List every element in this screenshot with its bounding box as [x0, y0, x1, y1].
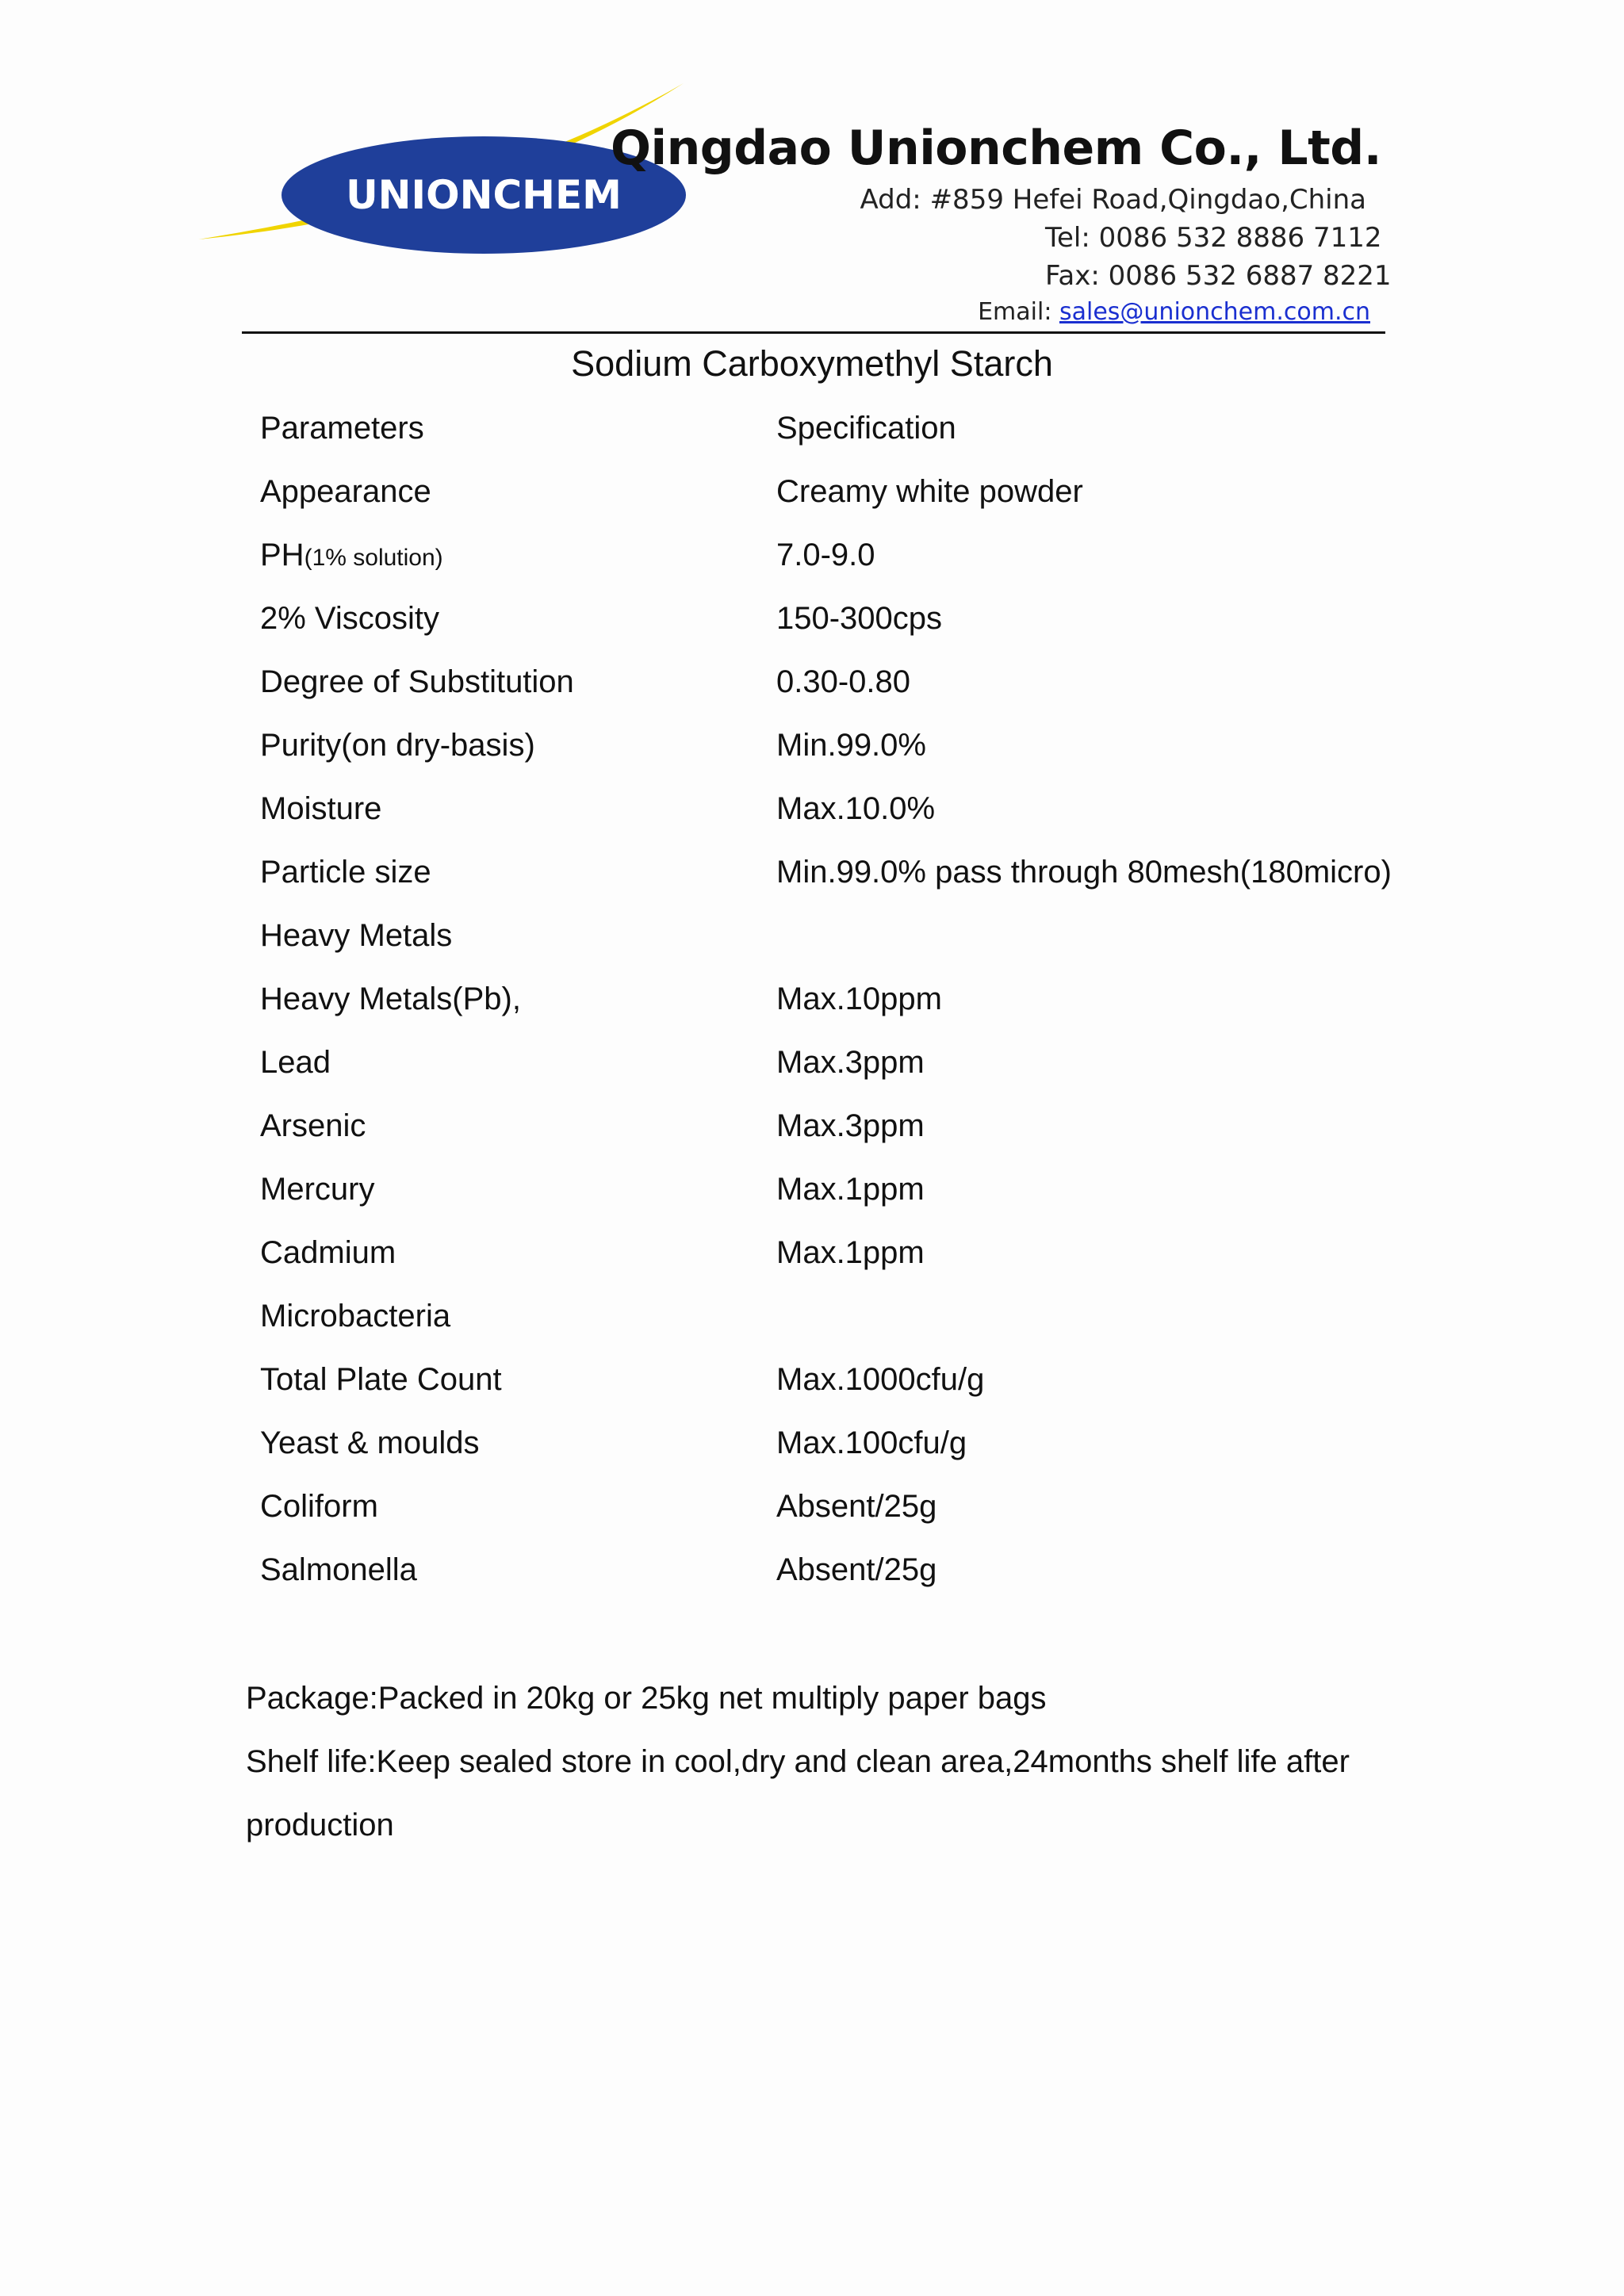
specification-value: Absent/25g [776, 1552, 937, 1587]
table-header-row [260, 396, 1392, 460]
table-row [260, 523, 1392, 587]
table-row [260, 650, 1392, 714]
parameter-name: PH [260, 537, 304, 572]
specification-table [260, 396, 1392, 1601]
parameter-cell [260, 1284, 776, 1348]
company-address: Add: #859 Hefei Road,Qingdao,China [860, 184, 1366, 216]
parameter-name: Microbacteria [260, 1298, 451, 1334]
parameter-cell [260, 1538, 776, 1601]
document-title: Sodium Carboxymethyl Starch [571, 343, 1053, 384]
parameter-cell [260, 460, 776, 523]
table-row [260, 1158, 1392, 1221]
parameter-cell [260, 1348, 776, 1411]
parameter-cell [260, 714, 776, 777]
parameter-name: Purity(on dry-basis) [260, 727, 535, 763]
table-row [260, 1031, 1392, 1094]
parameter-name: Cadmium [260, 1234, 396, 1270]
parameter-note: (1% solution) [304, 544, 443, 571]
notes [246, 1667, 1404, 1857]
parameter-cell [260, 1475, 776, 1538]
parameter-cell [260, 840, 776, 904]
parameter-cell [260, 1411, 776, 1475]
specification-value: Max.3ppm [776, 1108, 925, 1143]
specification-value: 150-300cps [776, 600, 943, 636]
parameter-name: Arsenic [260, 1108, 366, 1143]
table-row [260, 714, 1392, 777]
parameter-name: 2% Viscosity [260, 600, 440, 636]
table-row [260, 1475, 1392, 1538]
specification-value: Creamy white powder [776, 473, 1083, 509]
company-fax: Fax: 0086 532 6887 8221 [1045, 260, 1392, 292]
parameter-name: Mercury [260, 1171, 375, 1207]
specification-value: Max.1000cfu/g [776, 1361, 985, 1397]
logo-text: UNIONCHEM [346, 172, 622, 218]
table-row [260, 587, 1392, 650]
parameter-name: Heavy Metals [260, 917, 453, 953]
parameter-cell [260, 1094, 776, 1158]
table-row [260, 1348, 1392, 1411]
parameter-name: Coliform [260, 1488, 378, 1524]
header-divider [242, 331, 1385, 334]
specification-value: 0.30-0.80 [776, 664, 911, 699]
specification-value: Absent/25g [776, 1488, 937, 1524]
parameter-cell [260, 650, 776, 714]
parameter-name: Heavy Metals(Pb), [260, 981, 521, 1016]
table-row [260, 904, 1392, 967]
shelf-life-note: Shelf life:Keep sealed store in cool,dry and clean area,24months shelf life after production [246, 1744, 1350, 1843]
header-specification: Specification [776, 410, 956, 446]
table-row [260, 1411, 1392, 1475]
company-email [978, 298, 1370, 326]
parameter-cell [260, 904, 776, 967]
table-row [260, 840, 1392, 904]
parameter-name: Appearance [260, 473, 431, 509]
table-row [260, 1284, 1392, 1348]
specification-value [776, 1284, 1392, 1348]
table-row [260, 777, 1392, 840]
parameter-cell [260, 777, 776, 840]
table-row [260, 1538, 1392, 1601]
table-row [260, 967, 1392, 1031]
email-link[interactable]: sales@unionchem.com.cn [1059, 298, 1370, 326]
parameter-cell [260, 523, 776, 587]
specification-value: Min.99.0% pass through 80mesh(180micro) [776, 854, 1392, 890]
specification-value [776, 904, 1392, 967]
header-parameters: Parameters [260, 410, 424, 446]
parameter-cell [260, 1031, 776, 1094]
parameter-name: Moisture [260, 790, 382, 826]
specification-value: Max.1ppm [776, 1234, 925, 1270]
specification-value: Max.3ppm [776, 1044, 925, 1080]
email-label: Email: [978, 298, 1059, 326]
table-row [260, 460, 1392, 523]
parameter-name: Salmonella [260, 1552, 417, 1587]
parameter-name: Degree of Substitution [260, 664, 574, 699]
parameter-cell [260, 587, 776, 650]
parameter-name: Total Plate Count [260, 1361, 502, 1397]
specification-value: Min.99.0% [776, 727, 926, 763]
specification-value: Max.1ppm [776, 1171, 925, 1207]
table-row [260, 1094, 1392, 1158]
table-row [260, 1221, 1392, 1284]
company-tel: Tel: 0086 532 8886 7112 [1045, 222, 1382, 254]
parameter-cell [260, 1158, 776, 1221]
parameter-name: Particle size [260, 854, 431, 890]
specification-value: Max.10ppm [776, 981, 942, 1016]
parameter-cell [260, 967, 776, 1031]
parameter-name: Yeast & moulds [260, 1425, 480, 1460]
parameter-cell [260, 1221, 776, 1284]
package-note: Package:Packed in 20kg or 25kg net multiply paper bags [246, 1681, 1047, 1716]
specification-value: Max.100cfu/g [776, 1425, 967, 1460]
parameter-name: Lead [260, 1044, 331, 1080]
specification-value: 7.0-9.0 [776, 537, 875, 572]
company-name: Qingdao Unionchem Co., Ltd. [611, 121, 1381, 176]
specification-value: Max.10.0% [776, 790, 936, 826]
